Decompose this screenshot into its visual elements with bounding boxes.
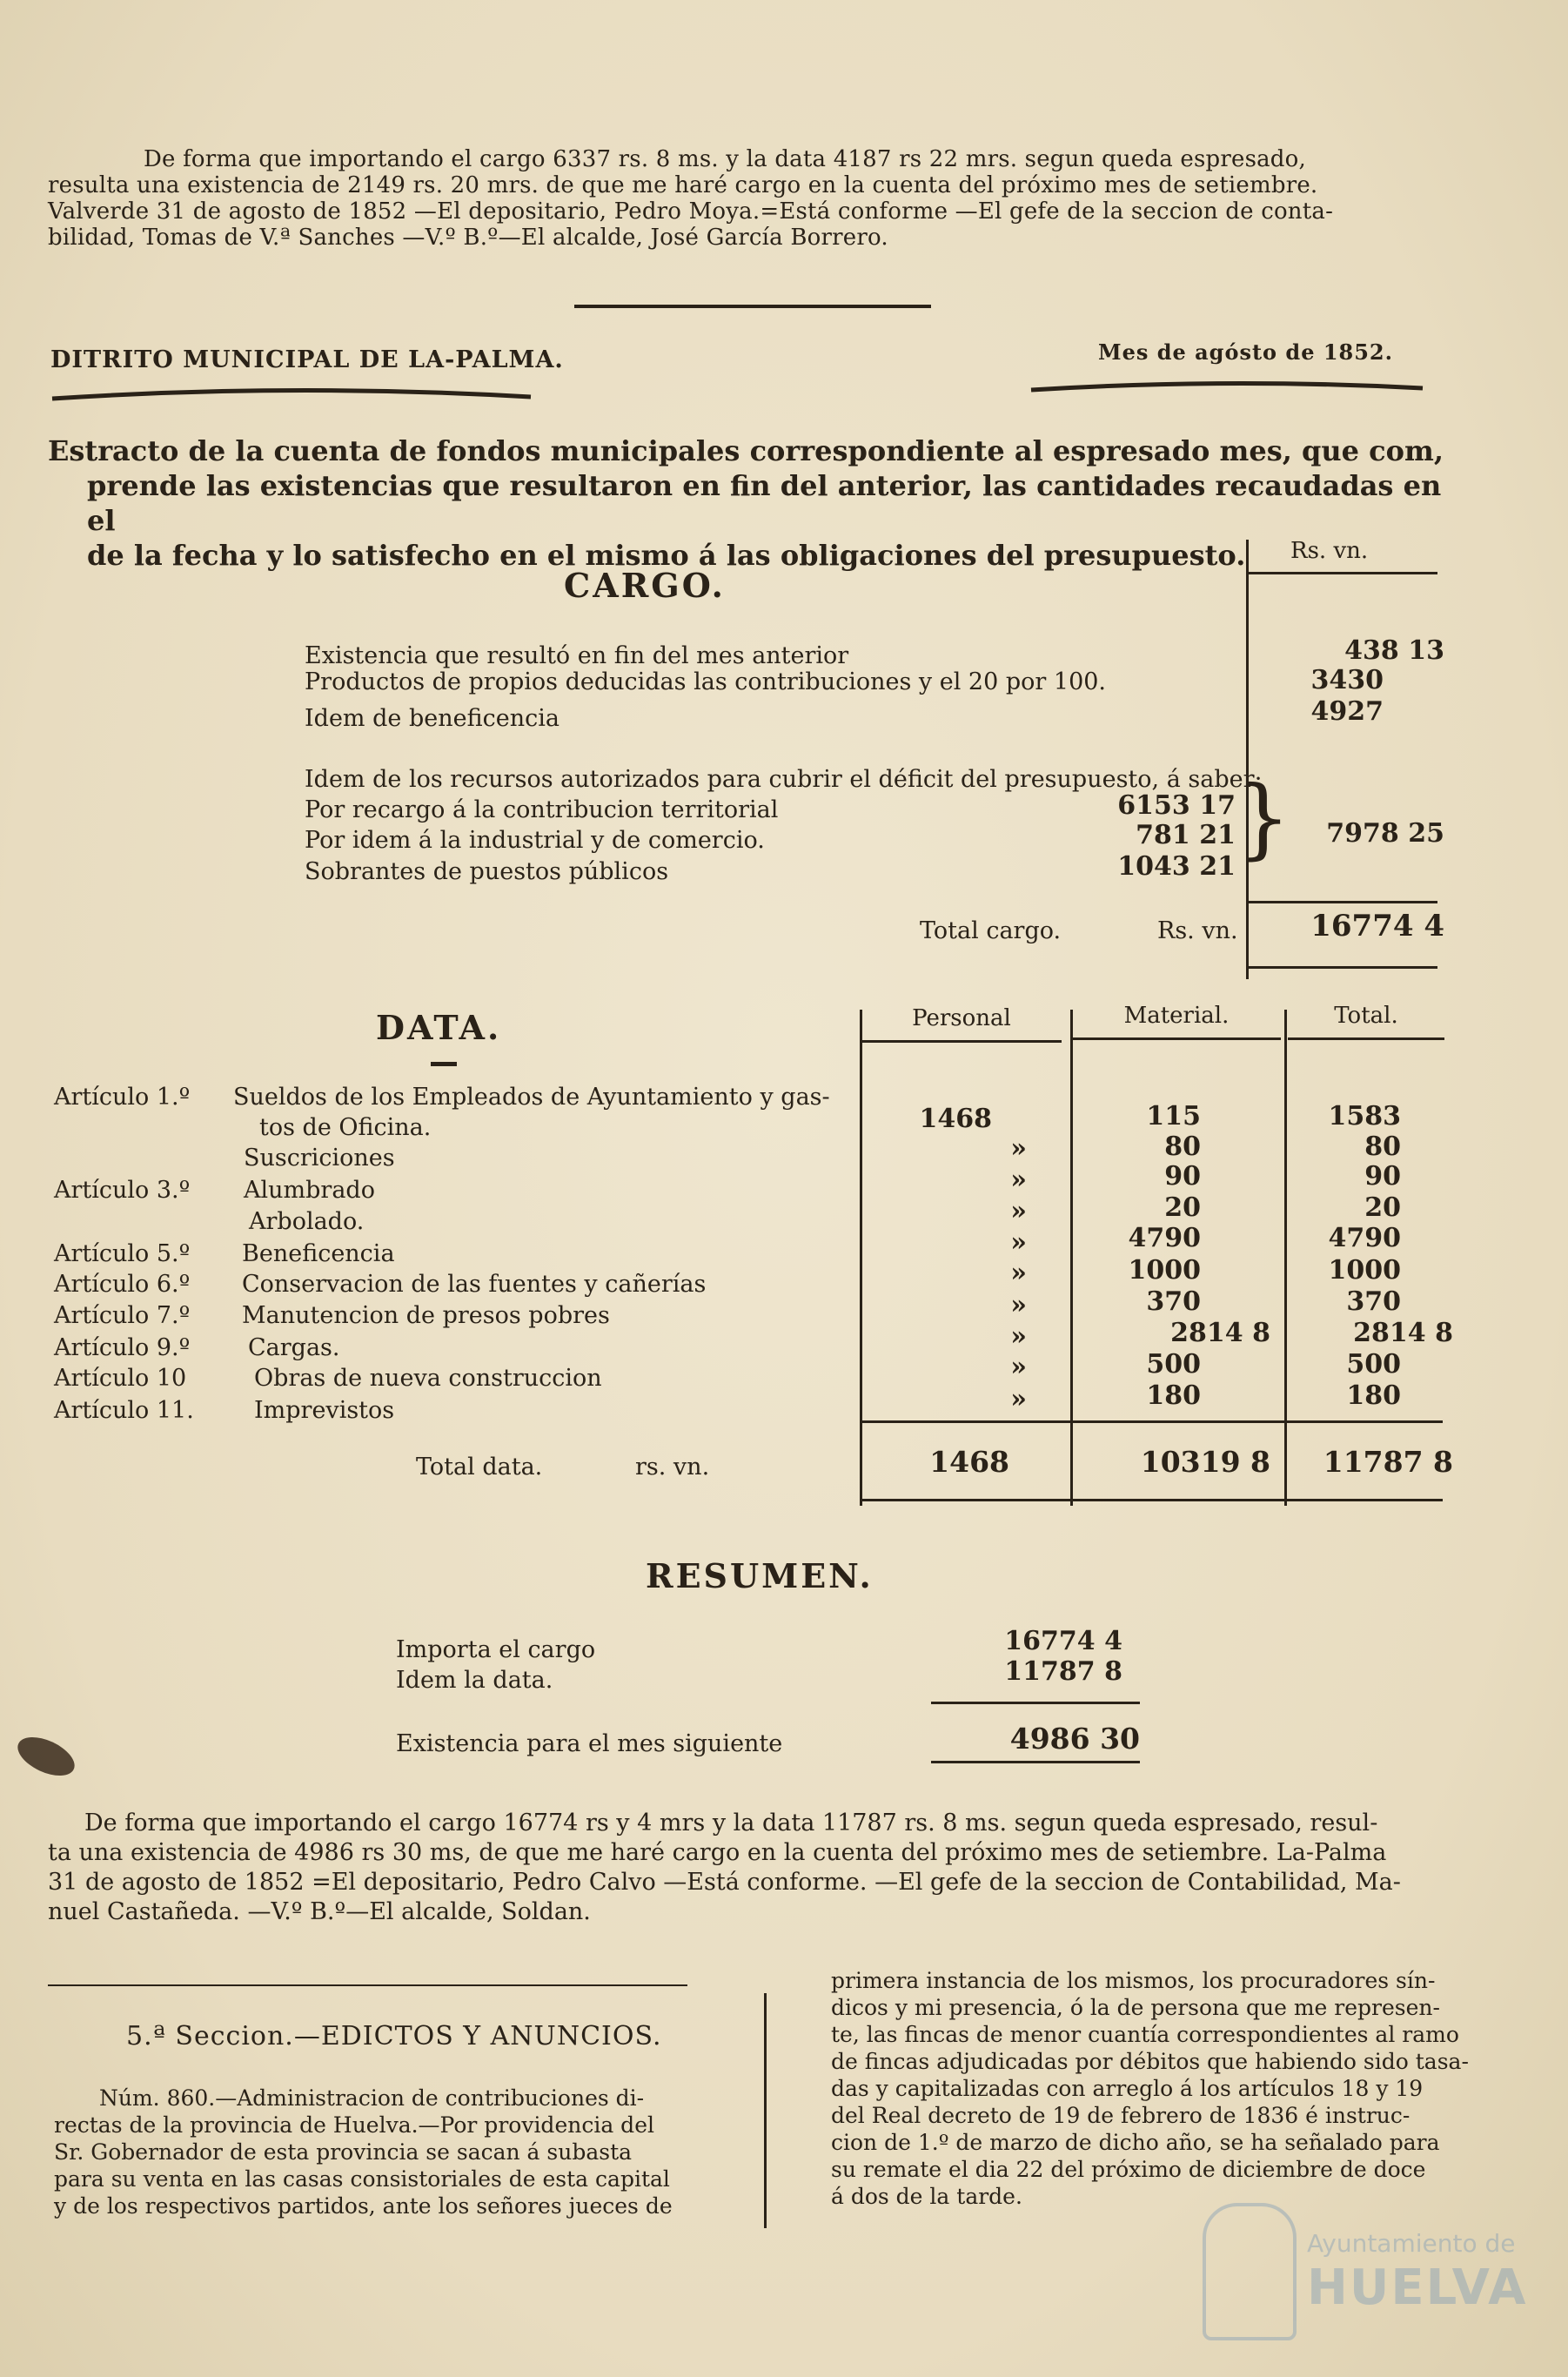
data-material: 20 — [1164, 1192, 1201, 1223]
data-vertical-rule — [860, 1010, 862, 1506]
month-title: Mes de agósto de 1852. — [1098, 339, 1393, 365]
edict-line: primera instancia de los mismos, los procuradores sín- — [831, 1968, 1436, 1993]
data-total-label: Total data. — [416, 1454, 543, 1481]
data-header-rule — [861, 1040, 1062, 1043]
section-rule — [48, 1984, 687, 1986]
edictos-section-title: 5.ª Seccion.—EDICTOS Y ANUNCIOS. — [126, 2021, 662, 2051]
brace: } — [1236, 767, 1291, 869]
edict-left-column — [54, 2085, 724, 2219]
data-material: 80 — [1164, 1131, 1201, 1162]
data-article: Artículo 1.º — [54, 1084, 191, 1111]
data-total: 1000 — [1328, 1255, 1401, 1286]
data-total: 20 — [1364, 1192, 1401, 1223]
intro-line: de la fecha y lo satisfecho en el mismo á las obligaciones del presupuesto. — [87, 539, 1246, 572]
data-total: 2814 8 — [1353, 1318, 1453, 1348]
intro-line: prende las existencias que resultaron en fin del anterior, las cantidades recaudadas en el — [87, 469, 1442, 537]
edict-line: Núm. 860.—Administracion de contribuciones di- — [99, 2085, 645, 2111]
data-col-personal: Personal — [912, 1005, 1011, 1031]
cargo-row — [305, 642, 848, 669]
crest-icon — [1203, 2203, 1297, 2340]
resumen-cargo-value: 16774 4 — [1004, 1626, 1122, 1656]
resumen-existencia-label: Existencia para el mes siguiente — [396, 1730, 783, 1757]
data-material: 2814 8 — [1170, 1318, 1270, 1348]
data-label: Beneficencia — [242, 1240, 395, 1267]
watermark-line: HUELVA — [1307, 2259, 1528, 2316]
resumen-rule — [931, 1702, 1140, 1704]
cargo-total-unit: Rs. vn. — [1157, 917, 1238, 944]
resumen-cargo-label: Importa el cargo — [396, 1636, 596, 1663]
edict-line: cion de 1.º de marzo de dicho año, se ha señalado para — [831, 2130, 1440, 2155]
data-article: Artículo 10 — [54, 1365, 187, 1392]
data-label: Manutencion de presos pobres — [242, 1302, 610, 1329]
resumen-data-label: Idem la data. — [396, 1667, 553, 1694]
data-material: 1000 — [1128, 1255, 1201, 1286]
data-total: 370 — [1346, 1286, 1401, 1317]
cargo-sub-row-label: Por recargo á la contribucion territorial — [305, 796, 779, 823]
top-paragraph-line: resulta una existencia de 2149 rs. 20 mrs. de que me haré cargo en la cuenta del próximo mes de setiembre. — [48, 172, 1318, 198]
edict-line: su remate el dia 22 del próximo de diciembre de doce — [831, 2157, 1426, 2182]
top-paragraph-line: Valverde 31 de agosto de 1852 —El depositario, Pedro Moya.=Está conforme —El gefe de la seccion de conta- — [48, 198, 1334, 225]
edict-line: Sr. Gobernador de esta provincia se sacan á subasta — [54, 2139, 633, 2165]
data-total: 180 — [1346, 1380, 1401, 1411]
data-label: Alumbrado — [244, 1177, 375, 1204]
data-total-total: 11787 8 — [1323, 1445, 1453, 1479]
data-header-rule — [1288, 1037, 1444, 1040]
data-total: 80 — [1364, 1131, 1401, 1162]
watermark-line: Ayuntamiento de — [1307, 2229, 1516, 2258]
resumen-data-value: 11787 8 — [1004, 1656, 1122, 1687]
data-article: Artículo 9.º — [54, 1334, 191, 1361]
cargo-row-value: 3430 — [1310, 665, 1384, 695]
cargo-header-rule — [1246, 572, 1437, 574]
data-col-material: Material. — [1123, 1003, 1230, 1029]
data-label: Sueldos de los Empleados de Ayuntamiento y gas- — [233, 1084, 830, 1111]
data-material: 370 — [1146, 1286, 1201, 1317]
resumen-title: RESUMEN. — [646, 1556, 874, 1595]
edict-line: dicos y mi presencia, ó la de persona que me represen- — [831, 1995, 1440, 2020]
bottom-paragraph-line: nuel Castañeda. —V.º B.º—El alcalde, Soldan. — [48, 1898, 591, 1925]
edict-line: del Real decreto de 19 de febrero de 1836 é instruc- — [831, 2103, 1411, 2128]
cargo-row-value: 4927 — [1310, 696, 1384, 727]
cargo-sub-row-value: 6153 17 — [1117, 790, 1236, 821]
data-article: Artículo 6.º — [54, 1271, 191, 1298]
data-material: 500 — [1146, 1349, 1201, 1380]
edict-line: das y capitalizadas con arreglo á los artículos 18 y 19 — [831, 2076, 1424, 2101]
cargo-row — [305, 705, 560, 732]
data-material: 180 — [1146, 1380, 1201, 1411]
data-material: 115 — [1146, 1101, 1201, 1131]
data-total: 90 — [1364, 1161, 1401, 1192]
edict-line: te, las fincas de menor cuantía correspondientes al ramo — [831, 2022, 1459, 2047]
column-divider — [764, 1993, 767, 2228]
divider — [574, 305, 931, 308]
data-personal: » — [1010, 1196, 1027, 1226]
bottom-paragraph — [48, 1809, 1475, 1927]
cargo-sub-row-value: 1043 21 — [1117, 851, 1236, 882]
intro-line: Estracto de la cuenta de fondos municipales correspondiente al espresado mes, que com, — [48, 434, 1444, 467]
bottom-paragraph-line: ta una existencia de 4986 rs 30 ms, de que me haré cargo en la cuenta del próximo mes de setiembre. La-Palma — [48, 1839, 1387, 1866]
top-paragraph — [48, 146, 1440, 251]
data-col-total: Total. — [1334, 1003, 1398, 1029]
data-vertical-rule — [1284, 1010, 1287, 1506]
data-header-rule — [1072, 1037, 1281, 1040]
data-material: 4790 — [1128, 1223, 1201, 1253]
data-total-unit: rs. vn. — [635, 1454, 710, 1481]
data-total: 500 — [1346, 1349, 1401, 1380]
cargo-row-label: Existencia que resultó en fin del mes anterior — [305, 642, 849, 669]
edict-line: rectas de la provincia de Huelva.—Por providencia del — [54, 2112, 654, 2138]
data-personal: » — [1010, 1133, 1027, 1164]
top-paragraph-line: bilidad, Tomas de V.ª Sanches —V.º B.º—El alcalde, José García Borrero. — [48, 225, 888, 251]
data-personal: » — [1010, 1384, 1027, 1414]
bottom-paragraph-line: De forma que importando el cargo 16774 rs y 4 mrs y la data 11787 rs. 8 ms. segun queda espresado, resul- — [84, 1810, 1378, 1836]
district-title: DITRITO MUNICIPAL DE LA-PALMA. — [50, 346, 564, 373]
edict-line: y de los respectivos partidos, ante los señores jueces de — [54, 2193, 673, 2219]
data-personal: » — [1010, 1290, 1027, 1320]
data-label: Conservacion de las fuentes y cañerías — [242, 1271, 707, 1298]
data-personal: » — [1010, 1165, 1027, 1195]
data-label: Obras de nueva construccion — [254, 1365, 602, 1392]
data-label: tos de Oficina. — [259, 1114, 432, 1141]
resumen-existencia-value: 4986 30 — [1009, 1722, 1140, 1756]
data-total: 1583 — [1328, 1101, 1401, 1131]
cargo-total-label: Total cargo. — [920, 917, 1062, 944]
cargo-row — [305, 668, 1106, 695]
data-label: Imprevistos — [254, 1397, 395, 1424]
data-personal: » — [1010, 1258, 1027, 1288]
data-label: Arbolado. — [249, 1208, 365, 1235]
cargo-sub-row-value: 781 21 — [1136, 820, 1236, 850]
data-personal: » — [1010, 1352, 1027, 1382]
data-label: Cargas. — [248, 1334, 340, 1361]
cargo-vertical-rule — [1246, 540, 1249, 979]
cargo-sub-total: 7978 25 — [1326, 818, 1444, 849]
cargo-row-label: Productos de propios deducidas las contribuciones y el 20 por 100. — [305, 668, 1107, 695]
data-material: 90 — [1164, 1161, 1201, 1192]
data-article: Artículo 11. — [54, 1397, 194, 1424]
data-personal: » — [1010, 1321, 1027, 1352]
data-total-personal: 1468 — [929, 1445, 1009, 1479]
bottom-paragraph-line: 31 de agosto de 1852 =El depositario, Pedro Calvo —Está conforme. —El gefe de la seccion de Contabilidad, Ma- — [48, 1869, 1401, 1896]
data-personal: » — [1010, 1227, 1027, 1258]
data-total: 4790 — [1328, 1223, 1401, 1253]
edict-line: á dos de la tarde. — [831, 2184, 1022, 2209]
cargo-total-value: 16774 4 — [1310, 909, 1444, 943]
cargo-total-rule — [1246, 901, 1437, 903]
data-personal: 1468 — [919, 1104, 992, 1134]
cargo-row-value: 438 13 — [1344, 635, 1444, 666]
cargo-sub-row-label: Por idem á la industrial y de comercio. — [305, 827, 765, 854]
ornament-left — [48, 383, 535, 409]
data-vertical-rule — [1070, 1010, 1073, 1506]
data-total-rule — [861, 1499, 1443, 1501]
top-paragraph-line: De forma que importando el cargo 6337 rs. 8 ms. y la data 4187 rs 22 mrs. segun queda espresado, — [144, 146, 1306, 172]
cargo-recursos-label: Idem de los recursos autorizados para cubrir el déficit del presupuesto, á saber: — [305, 766, 1263, 793]
ornament-dash — [431, 1062, 457, 1066]
cargo-sub-row-label: Sobrantes de puestos públicos — [305, 858, 669, 885]
data-total-rule — [861, 1420, 1443, 1423]
ink-stain — [12, 1729, 81, 1783]
data-article: Artículo 7.º — [54, 1302, 191, 1329]
ornament-right — [1027, 376, 1427, 402]
data-article: Artículo 5.º — [54, 1240, 191, 1267]
cargo-total-rule — [1246, 966, 1437, 969]
data-title: DATA. — [376, 1008, 502, 1047]
edict-line: de fincas adjudicadas por débitos que habiendo sido tasa- — [831, 2049, 1469, 2074]
cargo-row-label: Idem de beneficencia — [305, 705, 560, 732]
edict-line: para su venta en las casas consistoriales de esta capital — [54, 2166, 670, 2192]
cargo-col-header: Rs. vn. — [1290, 538, 1369, 564]
data-label: Suscriciones — [244, 1145, 395, 1172]
resumen-rule — [931, 1761, 1140, 1763]
data-total-material: 10319 8 — [1140, 1445, 1270, 1479]
edict-right-column — [831, 1967, 1475, 2210]
data-article: Artículo 3.º — [54, 1177, 191, 1204]
cargo-title: CARGO. — [564, 566, 726, 605]
ayuntamiento-watermark — [1203, 2194, 1528, 2351]
